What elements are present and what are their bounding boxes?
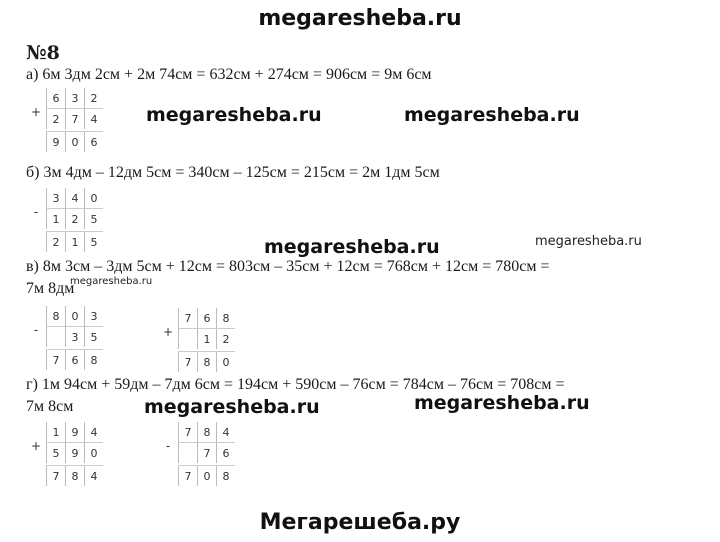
watermark: megaresheba.ru <box>535 234 642 249</box>
digit: 8 <box>216 466 235 486</box>
calc-row <box>46 208 103 229</box>
digit: 8 <box>197 422 216 442</box>
digit: 5 <box>46 443 65 463</box>
calc-row <box>46 108 103 129</box>
calc-result-row <box>46 131 103 152</box>
task-number: №8 <box>26 42 60 64</box>
calc-v-1 <box>26 306 122 372</box>
line-b: б) 3м 4дм – 12дм 5см = 340см – 125см = 215см = 2м 1дм 5см <box>26 164 440 181</box>
calc-row <box>178 308 235 328</box>
watermark: megaresheba.ru <box>404 104 580 126</box>
calc-result-row <box>46 465 103 486</box>
calc-row <box>46 306 103 326</box>
digit: 7 <box>178 352 197 372</box>
calc-operator: - <box>165 439 171 453</box>
digit: 2 <box>46 232 65 252</box>
calc-row <box>178 328 235 349</box>
digit: 3 <box>84 306 103 326</box>
digit: 6 <box>197 308 216 328</box>
calc-operator: + <box>162 325 174 339</box>
digit: 4 <box>84 466 103 486</box>
calc-row <box>46 326 103 347</box>
calc-row <box>46 442 103 463</box>
calc-row <box>46 188 103 208</box>
digit: 2 <box>46 109 65 129</box>
watermark: megaresheba.ru <box>70 276 153 287</box>
watermark-bottom: Мегарешеба.ру <box>259 510 461 535</box>
digit: 6 <box>84 132 103 152</box>
digit: 7 <box>197 443 216 463</box>
digit: 0 <box>84 443 103 463</box>
digit: 0 <box>216 352 235 372</box>
digit: 8 <box>65 466 84 486</box>
digit: 2 <box>84 88 103 108</box>
digit: 4 <box>65 188 84 208</box>
digit: 7 <box>46 466 65 486</box>
digit: 6 <box>216 443 235 463</box>
digit: 8 <box>197 352 216 372</box>
line-a: а) 6м 3дм 2см + 2м 74см = 632см + 274см = 906см = 9м 6см <box>26 66 432 83</box>
watermark-top: megaresheba.ru <box>258 6 462 31</box>
digit: 6 <box>65 350 84 370</box>
digit: 7 <box>46 350 65 370</box>
line-v-2: 7м 8дм <box>26 280 75 297</box>
calc-operator: + <box>30 105 42 119</box>
calc-result-row <box>178 351 235 372</box>
digit: 9 <box>65 443 84 463</box>
calc-cells <box>46 88 103 152</box>
calc-g-1 <box>26 422 122 488</box>
digit <box>178 443 197 463</box>
digit: 3 <box>65 88 84 108</box>
digit: 6 <box>46 88 65 108</box>
digit: 8 <box>84 350 103 370</box>
digit: 0 <box>197 466 216 486</box>
line-v-1: в) 8м 3см – 3дм 5см + 12см = 803см – 35см + 12см = 768см + 12см = 780см = <box>26 258 550 275</box>
digit: 4 <box>216 422 235 442</box>
line-g-1: г) 1м 94см + 59дм – 7дм 6см = 194см + 590см – 76см = 784см – 76см = 708см = <box>26 376 565 393</box>
digit: 1 <box>46 422 65 442</box>
calc-row <box>46 422 103 442</box>
digit: 0 <box>84 188 103 208</box>
digit: 8 <box>46 306 65 326</box>
digit: 5 <box>84 327 103 347</box>
calc-row <box>46 88 103 108</box>
digit <box>178 329 197 349</box>
digit: 7 <box>178 308 197 328</box>
watermark: megaresheba.ru <box>146 104 322 126</box>
digit: 9 <box>65 422 84 442</box>
calc-result-row <box>46 349 103 370</box>
watermark: megaresheba.ru <box>414 392 590 414</box>
calc-cells <box>178 308 235 372</box>
digit <box>46 327 65 347</box>
line-g-2: 7м 8см <box>26 398 74 415</box>
calc-a <box>26 88 122 154</box>
watermark: megaresheba.ru <box>264 236 440 258</box>
digit: 5 <box>84 232 103 252</box>
digit: 1 <box>197 329 216 349</box>
calc-row <box>178 442 235 463</box>
digit: 7 <box>178 466 197 486</box>
digit: 2 <box>216 329 235 349</box>
watermark: megaresheba.ru <box>144 396 320 418</box>
digit: 9 <box>46 132 65 152</box>
digit: 5 <box>84 209 103 229</box>
digit: 0 <box>65 306 84 326</box>
calc-result-row <box>178 465 235 486</box>
calc-cells <box>46 188 103 252</box>
calc-b <box>26 188 122 254</box>
digit: 1 <box>46 209 65 229</box>
calc-operator: - <box>33 205 39 219</box>
digit: 4 <box>84 109 103 129</box>
calc-cells <box>46 422 103 486</box>
digit: 1 <box>65 232 84 252</box>
digit: 0 <box>65 132 84 152</box>
digit: 8 <box>216 308 235 328</box>
calc-g-2 <box>158 422 254 488</box>
calc-operator: - <box>33 323 39 337</box>
digit: 3 <box>65 327 84 347</box>
calc-row <box>178 422 235 442</box>
digit: 7 <box>65 109 84 129</box>
calc-v-2 <box>158 308 254 374</box>
digit: 3 <box>46 188 65 208</box>
digit: 2 <box>65 209 84 229</box>
calc-cells <box>46 306 103 370</box>
calc-result-row <box>46 231 103 252</box>
digit: 4 <box>84 422 103 442</box>
digit: 7 <box>178 422 197 442</box>
calc-operator: + <box>30 439 42 453</box>
calc-cells <box>178 422 235 486</box>
